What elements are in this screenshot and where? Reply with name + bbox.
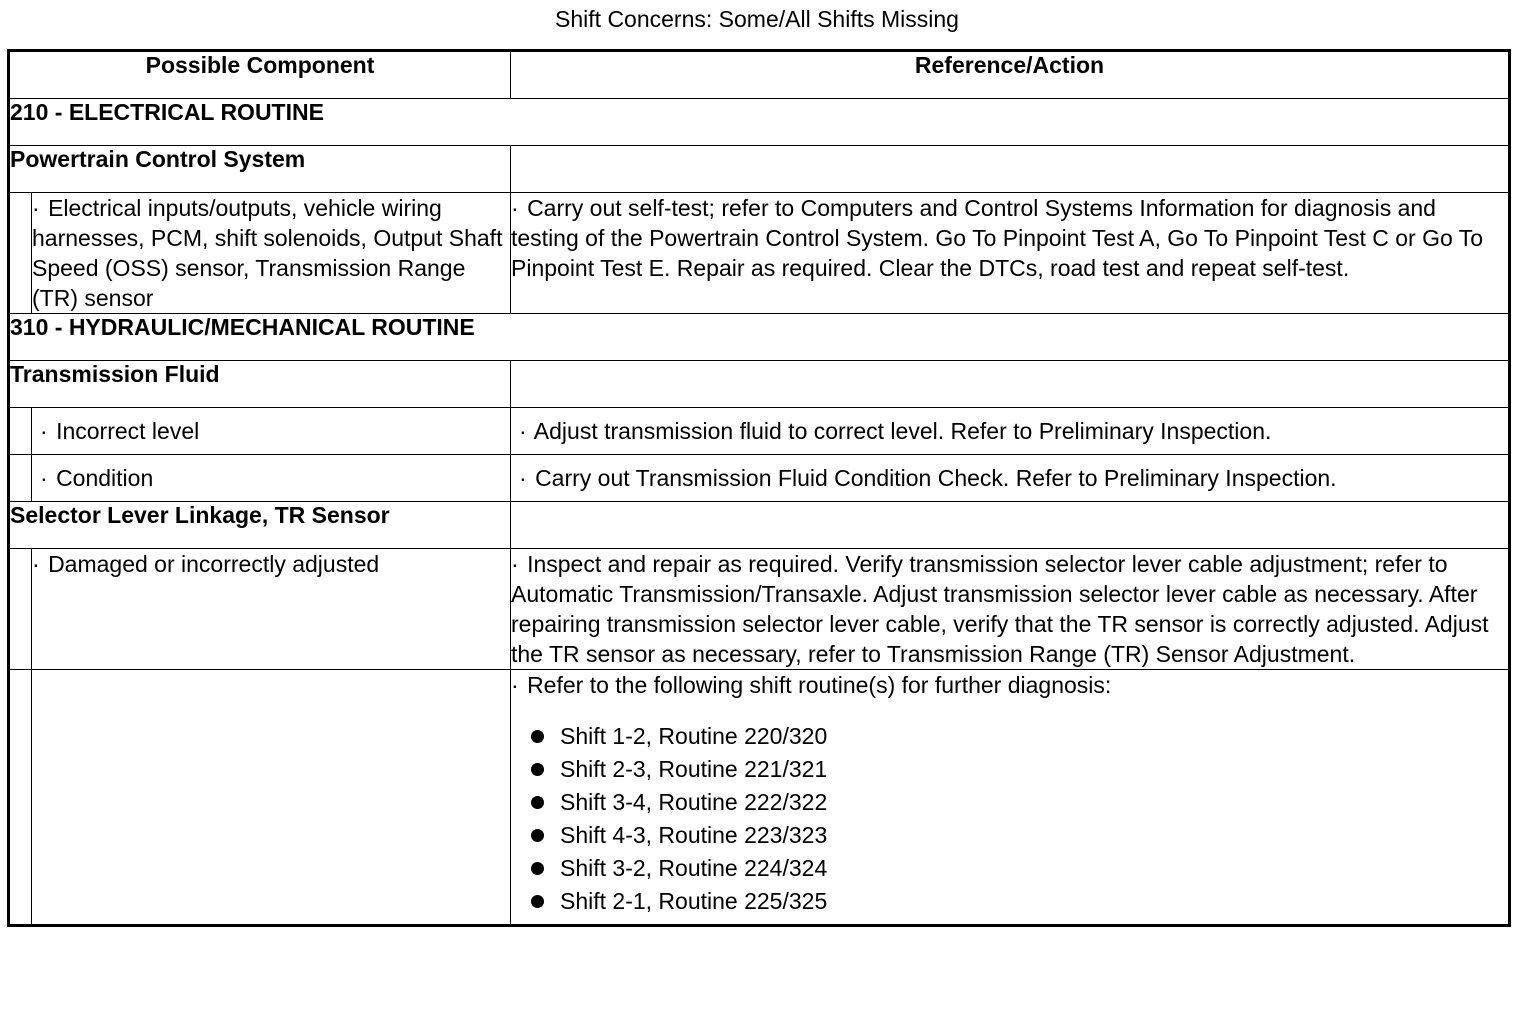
routine-list: [511, 720, 1508, 918]
group-empty-cell: [511, 361, 1510, 408]
table-row: [9, 670, 1510, 926]
bullet-icon: [531, 862, 544, 875]
bullet-icon: [531, 895, 544, 908]
bullet-icon: [531, 763, 544, 776]
component-text: Condition: [56, 465, 154, 491]
indent-cell: [9, 549, 32, 670]
table-row: [9, 549, 1510, 670]
group-row: [9, 361, 1510, 408]
bullet-icon: [531, 796, 544, 809]
component-text: Damaged or incorrectly adjusted: [48, 551, 380, 577]
group-transmission-fluid: Transmission Fluid: [9, 361, 511, 408]
action-text: Adjust transmission fluid to correct level. Refer to Preliminary Inspection.: [533, 418, 1272, 444]
group-row: [9, 146, 1510, 193]
group-selector-lever-linkage: Selector Lever Linkage, TR Sensor: [9, 502, 511, 549]
action-text: Carry out self-test; refer to Computers and Control Systems Information for diagnosis and testing of the Powertrain Control System. Go To Pinpoint Test A, Go To Pinpoint Test C or Go To Pinpoint Test E. Repair as required. Clear the DTCs, road test and repeat self-test.: [511, 195, 1484, 281]
action-text: Inspect and repair as required. Verify transmission selector lever cable adjustment; refer to Automatic Transmission/Transaxle. Adjust transmission selector lever cable as necessary. After repairing transmission selector lever cable, verify that the TR sensor is correctly adjusted. Adjust the TR sensor as necessary, refer to Transmission Range (TR) Sensor Adjustment.: [511, 551, 1489, 667]
section-row: [9, 314, 1510, 361]
indent-cell: [9, 455, 32, 502]
component-cell: [32, 670, 511, 926]
page-title: Shift Concerns: Some/All Shifts Missing: [555, 6, 959, 32]
group-empty-cell: [511, 146, 1510, 193]
group-row: [9, 502, 1510, 549]
section-row: [9, 99, 1510, 146]
header-possible-component: Possible Component: [9, 51, 511, 99]
component-cell: · Damaged or incorrectly adjusted: [32, 549, 511, 670]
group-empty-cell: [511, 502, 1510, 549]
further-diagnosis-intro: Refer to the following shift routine(s) for further diagnosis:: [527, 672, 1112, 698]
action-cell: · Carry out Transmission Fluid Condition Check. Refer to Preliminary Inspection.: [511, 455, 1510, 502]
table-row: [9, 408, 1510, 455]
component-cell: · Condition: [32, 455, 511, 502]
indent-cell: [9, 670, 32, 926]
list-item: Shift 3-2, Routine 224/324: [531, 852, 1508, 885]
list-item: Shift 1-2, Routine 220/320: [531, 720, 1508, 753]
component-text: Electrical inputs/outputs, vehicle wiring harnesses, PCM, shift solenoids, Output Shaft Speed (OSS) sensor, Transmission Range (TR) sensor: [32, 195, 503, 311]
table-row: [9, 193, 1510, 314]
action-cell: · Adjust transmission fluid to correct level. Refer to Preliminary Inspection.: [511, 408, 1510, 455]
diagnosis-table: [7, 49, 1511, 927]
list-item: Shift 2-3, Routine 221/321: [531, 753, 1508, 786]
further-diagnosis-cell: · Refer to the following shift routine(s) for further diagnosis: Shift 1-2, Routine 220/320 Shift 2-3, Routine 221/321 Shift 3-4, Routine 222/322 Shift 4-3, Routine 223/323 Shift 3-2, Routine 224/324 Shift 2-1, Routine 225/325: [511, 670, 1510, 926]
section-title-electrical: 210 - ELECTRICAL ROUTINE: [9, 99, 1510, 146]
action-text: Carry out Transmission Fluid Condition Check. Refer to Preliminary Inspection.: [535, 465, 1337, 491]
action-cell: · Carry out self-test; refer to Computers and Control Systems Information for diagnosis and testing of the Powertrain Control System. Go To Pinpoint Test A, Go To Pinpoint Test C or Go To Pinpoint Test E. Repair as required. Clear the DTCs, road test and repeat self-test.: [511, 193, 1510, 314]
table-row: [9, 455, 1510, 502]
component-cell: · Electrical inputs/outputs, vehicle wiring harnesses, PCM, shift solenoids, Output Shaft Speed (OSS) sensor, Transmission Range (TR) sensor: [32, 193, 511, 314]
list-item: Shift 2-1, Routine 225/325: [531, 885, 1508, 918]
component-text: Incorrect level: [56, 418, 200, 444]
component-cell: · Incorrect level: [32, 408, 511, 455]
table-header-row: [9, 51, 1510, 99]
list-item: Shift 3-4, Routine 222/322: [531, 786, 1508, 819]
header-reference-action: Reference/Action: [511, 51, 1510, 99]
section-title-hydraulic-mechanical: 310 - HYDRAULIC/MECHANICAL ROUTINE: [9, 314, 1510, 361]
group-powertrain-control-system: Powertrain Control System: [9, 146, 511, 193]
bullet-icon: [531, 730, 544, 743]
action-cell: · Inspect and repair as required. Verify transmission selector lever cable adjustment; refer to Automatic Transmission/Transaxle. Adjust transmission selector lever cable as necessary. After repairing transmission selector lever cable, verify that the TR sensor is correctly adjusted. Adjust the TR sensor as necessary, refer to Transmission Range (TR) Sensor Adjustment.: [511, 549, 1510, 670]
indent-cell: [9, 408, 32, 455]
list-item: Shift 4-3, Routine 223/323: [531, 819, 1508, 852]
bullet-icon: [531, 829, 544, 842]
indent-cell: [9, 193, 32, 314]
